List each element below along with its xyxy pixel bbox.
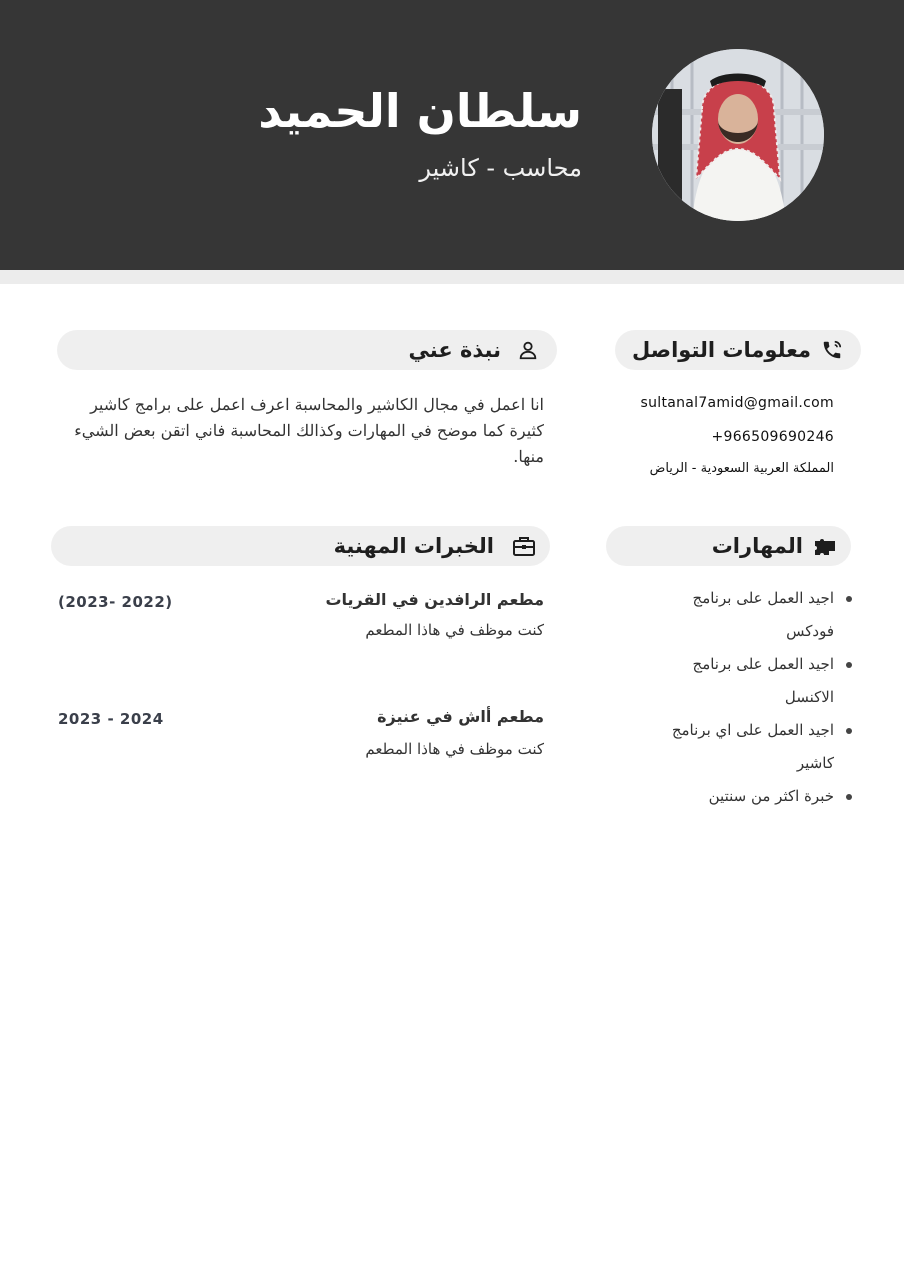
job-date: 2023 - 2024 [58, 710, 164, 728]
header-banner [0, 0, 904, 270]
contact-email: sultanal7amid@gmail.com [640, 395, 834, 411]
skills-list [659, 582, 834, 813]
candidate-name: سلطان الحميد [258, 84, 582, 138]
job-description: كنت موظف في هاذا المطعم [365, 621, 544, 639]
experience-heading-pill [51, 526, 550, 566]
header-divider [0, 270, 904, 284]
skill-item: اجيد العمل على اي برنامج كاشير [659, 714, 834, 780]
contact-heading: معلومات التواصل [632, 338, 811, 362]
candidate-title: محاسب - كاشير [419, 154, 582, 182]
skills-heading-pill [606, 526, 851, 566]
job-title: مطعم أاش في عنيزة [377, 707, 544, 726]
skill-item: اجيد العمل على برنامج الاكنسل [659, 648, 834, 714]
job-title: مطعم الرافدين في القريات [325, 590, 544, 609]
briefcase-icon [512, 535, 534, 557]
puzzle-icon [813, 535, 835, 557]
about-heading-pill [57, 330, 557, 370]
contact-heading-pill [615, 330, 861, 370]
job-date: (2023- 2022) [58, 593, 173, 611]
profile-photo [652, 49, 824, 221]
user-icon [517, 339, 539, 361]
experience-heading: الخبرات المهنية [333, 534, 494, 558]
skills-heading: المهارات [711, 534, 803, 558]
contact-phone: +966509690246 [711, 429, 834, 445]
about-heading: نبذة عني [408, 338, 501, 362]
job-description: كنت موظف في هاذا المطعم [365, 740, 544, 758]
about-text: انا اعمل في مجال الكاشير والمحاسبة اعرف اعمل على برامج كاشير كثيرة كما موضح في المهارات وكذالك المحاسبة فاني اتقن بعض الشيء منها. [74, 395, 544, 466]
skill-item: خبرة اكثر من سنتين [659, 780, 834, 813]
skill-item: اجيد العمل على برنامج فودكس [659, 582, 834, 648]
contact-location: المملكة العربية السعودية - الرياض [649, 461, 834, 476]
phone-icon [821, 339, 843, 361]
